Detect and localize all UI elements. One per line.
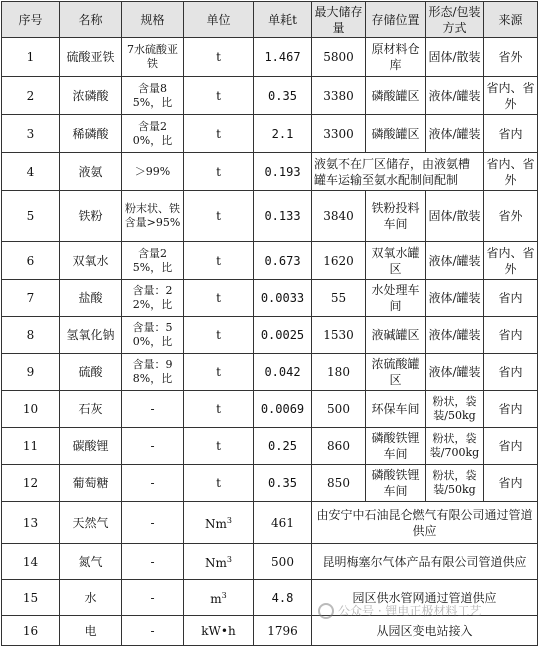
cell-seq: 9 [2,354,60,391]
cell-consumption: 1796 [254,616,312,646]
cell-consumption: 1.467 [254,38,312,77]
table-row [2,465,538,502]
cell-name: 氮气 [60,544,122,580]
cell-spec: 粉末状、铁含量>95% [122,191,184,242]
header-row [2,2,538,38]
table-row [2,242,538,280]
cell-source: 省外 [484,191,538,242]
table-row [2,153,538,191]
cell-name: 水 [60,580,122,616]
cell-consumption: 0.25 [254,428,312,465]
table-row [2,115,538,153]
cell-form: 粉状，袋装/700kg [426,428,484,465]
table-row [2,616,538,646]
cell-merged-note: 园区供水管网通过管道供应 [312,580,538,616]
unit-base: m [210,592,222,606]
cell-unit: t [184,38,254,77]
cell-consumption: 0.673 [254,242,312,280]
cell-source: 省内、省外 [484,77,538,115]
cell-source: 省内、省外 [484,242,538,280]
cell-merged-note: 昆明梅塞尔气体产品有限公司管道供应 [312,544,538,580]
header-max-storage: 最大储存量 [312,2,366,38]
cell-name: 石灰 [60,391,122,428]
cell-max-storage: 1530 [312,317,366,354]
cell-consumption: 0.0025 [254,317,312,354]
unit-base: Nm [205,517,227,531]
materials-table [1,1,538,646]
cell-form: 固体/散装 [426,191,484,242]
cell-spec: - [122,544,184,580]
cell-seq: 14 [2,544,60,580]
cell-consumption: 500 [254,544,312,580]
cell-form: 液体/罐装 [426,77,484,115]
cell-name: 天然气 [60,502,122,544]
cell-name: 碳酸锂 [60,428,122,465]
cell-consumption: 0.0069 [254,391,312,428]
cell-form: 粉状，袋装/50kg [426,465,484,502]
cell-spec: 含量25%，比 [122,242,184,280]
cell-consumption: 4.8 [254,580,312,616]
cell-location: 磷酸铁锂车间 [366,428,426,465]
table-row [2,354,538,391]
cell-location: 水处理车间 [366,280,426,317]
table-row [2,280,538,317]
cell-seq: 16 [2,616,60,646]
cell-location: 环保车间 [366,391,426,428]
cell-consumption: 2.1 [254,115,312,153]
cell-seq: 4 [2,153,60,191]
table-row [2,317,538,354]
table-row [2,38,538,77]
cell-spec: - [122,616,184,646]
cell-name: 稀磷酸 [60,115,122,153]
header-consumption: 单耗t [254,2,312,38]
cell-name: 盐酸 [60,280,122,317]
cell-consumption: 0.35 [254,465,312,502]
cell-unit: t [184,153,254,191]
cell-unit: kW•h [184,616,254,646]
cell-name: 硫酸 [60,354,122,391]
cell-name: 氢氧化钠 [60,317,122,354]
cell-seq: 15 [2,580,60,616]
table-row [2,191,538,242]
cell-location: 磷酸罐区 [366,77,426,115]
unit-superscript: 3 [226,516,232,525]
cell-spec: 含量20%，比 [122,115,184,153]
cell-spec: 含量85%，比 [122,77,184,115]
cell-name: 葡萄糖 [60,465,122,502]
table-row [2,502,538,544]
cell-max-storage: 850 [312,465,366,502]
cell-name: 硫酸亚铁 [60,38,122,77]
cell-max-storage: 55 [312,280,366,317]
header-seq: 序号 [2,2,60,38]
cell-max-storage: 5800 [312,38,366,77]
cell-name: 双氧水 [60,242,122,280]
cell-seq: 5 [2,191,60,242]
cell-unit: t [184,242,254,280]
cell-form: 液体/罐装 [426,317,484,354]
cell-merged-note: 液氨不在厂区储存，由液氨槽罐车运输至氨水配制间配制 [312,153,484,191]
cell-consumption: 0.042 [254,354,312,391]
cell-unit [184,502,254,544]
cell-merged-note: 由安宁中石油昆仑燃气有限公司通过管道供应 [312,502,538,544]
cell-spec: 7水硫酸亚铁 [122,38,184,77]
cell-name: 电 [60,616,122,646]
cell-max-storage: 860 [312,428,366,465]
cell-unit: t [184,280,254,317]
cell-unit: t [184,317,254,354]
cell-form: 固体/散装 [426,38,484,77]
cell-location: 浓硫酸罐区 [366,354,426,391]
cell-unit: t [184,354,254,391]
cell-source: 省内 [484,317,538,354]
cell-seq: 7 [2,280,60,317]
cell-unit [184,544,254,580]
cell-consumption: 461 [254,502,312,544]
unit-superscript: 3 [226,555,232,564]
cell-seq: 11 [2,428,60,465]
cell-max-storage: 1620 [312,242,366,280]
cell-source: 省内 [484,115,538,153]
cell-form: 粉状，袋装/50kg [426,391,484,428]
table-row [2,580,538,616]
header-spec: 规格 [122,2,184,38]
table-row [2,77,538,115]
cell-source: 省内 [484,465,538,502]
cell-consumption: 0.193 [254,153,312,191]
table-row [2,544,538,580]
header-source: 来源 [484,2,538,38]
cell-spec: 含量：98%，比 [122,354,184,391]
cell-spec: - [122,428,184,465]
cell-max-storage: 500 [312,391,366,428]
cell-location: 双氧水罐区 [366,242,426,280]
cell-source: 省内 [484,354,538,391]
cell-spec: - [122,580,184,616]
cell-max-storage: 3300 [312,115,366,153]
cell-form: 液体/罐装 [426,354,484,391]
cell-location: 液碱罐区 [366,317,426,354]
cell-form: 液体/罐装 [426,115,484,153]
cell-max-storage: 180 [312,354,366,391]
cell-seq: 13 [2,502,60,544]
table-row [2,428,538,465]
cell-seq: 1 [2,38,60,77]
cell-location: 磷酸罐区 [366,115,426,153]
cell-source: 省内 [484,280,538,317]
cell-source: 省外 [484,38,538,77]
cell-location: 原材料仓库 [366,38,426,77]
cell-source: 省内 [484,428,538,465]
cell-seq: 2 [2,77,60,115]
cell-name: 浓磷酸 [60,77,122,115]
cell-name: 液氨 [60,153,122,191]
cell-seq: 3 [2,115,60,153]
header-location: 存储位置 [366,2,426,38]
cell-location: 磷酸铁锂车间 [366,465,426,502]
cell-spec: ＞99% [122,153,184,191]
watermark-text: 公众号 · 锂电正极材料工艺 [338,604,482,618]
cell-spec: - [122,465,184,502]
header-form: 形态/包装方式 [426,2,484,38]
cell-unit: t [184,77,254,115]
unit-superscript: 3 [221,591,227,600]
cell-source: 省内、省外 [484,153,538,191]
cell-unit: t [184,428,254,465]
unit-base: Nm [205,556,227,570]
cell-max-storage: 3380 [312,77,366,115]
cell-form: 液体/罐装 [426,242,484,280]
cell-unit: t [184,391,254,428]
cell-name: 铁粉 [60,191,122,242]
cell-merged-note: 从园区变电站接入 [312,616,538,646]
cell-seq: 6 [2,242,60,280]
cell-max-storage: 3840 [312,191,366,242]
cell-spec: - [122,391,184,428]
cell-consumption: 0.35 [254,77,312,115]
cell-consumption: 0.0033 [254,280,312,317]
header-name: 名称 [60,2,122,38]
cell-spec: 含量：50%，比 [122,317,184,354]
cell-consumption: 0.133 [254,191,312,242]
cell-unit [184,580,254,616]
cell-seq: 12 [2,465,60,502]
cell-seq: 10 [2,391,60,428]
cell-location: 铁粉投料车间 [366,191,426,242]
cell-unit: t [184,115,254,153]
cell-unit: t [184,465,254,502]
cell-form: 液体/罐装 [426,280,484,317]
cell-seq: 8 [2,317,60,354]
cell-unit: t [184,191,254,242]
table-row [2,391,538,428]
cell-spec: - [122,502,184,544]
cell-spec: 含量：22%，比 [122,280,184,317]
cell-source: 省内 [484,391,538,428]
header-unit: 单位 [184,2,254,38]
